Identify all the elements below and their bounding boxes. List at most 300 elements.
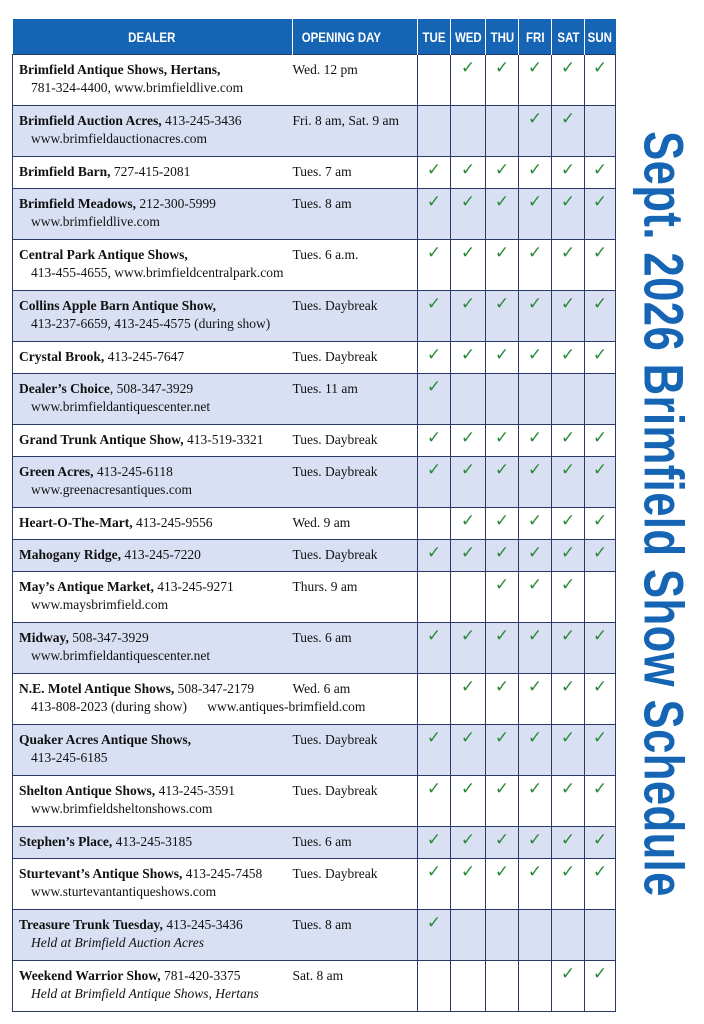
opening-day-cell: Tues. Daybreak xyxy=(293,425,418,457)
header-tue: TUE xyxy=(418,19,451,55)
day-cell-tue xyxy=(418,910,451,961)
checkmark-icon: ✓ xyxy=(494,294,510,314)
dealer-name: Dealer’s Choice xyxy=(19,381,110,396)
day-cell-wed xyxy=(451,540,486,572)
day-cell-sat xyxy=(552,776,585,827)
table-row xyxy=(13,157,616,189)
dealer-phone: 413-245-7220 xyxy=(121,547,201,562)
day-cell-thu xyxy=(486,623,519,674)
day-cell-sun xyxy=(585,157,616,189)
dealer-contact: www.greenacresantiques.com xyxy=(31,482,193,497)
table-row xyxy=(13,910,616,961)
dealer-name: N.E. Motel Antique Shows, xyxy=(19,681,175,696)
checkmark-icon: ✓ xyxy=(426,779,442,799)
checkmark-icon: ✓ xyxy=(460,779,476,799)
day-cell-sat xyxy=(552,725,585,776)
schedule-table xyxy=(12,19,616,1012)
table-row xyxy=(13,572,616,623)
opening-day-cell: Wed. 6 am xyxy=(293,674,418,725)
day-cell-fri xyxy=(519,425,552,457)
day-cell-sun xyxy=(585,540,616,572)
checkmark-icon: ✓ xyxy=(592,58,608,78)
dealer-cell xyxy=(13,827,293,859)
day-cell-fri xyxy=(519,725,552,776)
checkmark-icon: ✓ xyxy=(527,294,543,314)
opening-day-cell: Tues. 7 am xyxy=(293,157,418,189)
dealer-name: May’s Antique Market, xyxy=(19,579,154,594)
day-cell-fri xyxy=(519,776,552,827)
day-cell-fri xyxy=(519,540,552,572)
day-cell-sun xyxy=(585,291,616,342)
checkmark-icon: ✓ xyxy=(527,109,543,129)
day-cell-thu xyxy=(486,106,519,157)
table-row xyxy=(13,189,616,240)
day-cell-sun xyxy=(585,859,616,910)
day-cell-sun xyxy=(585,910,616,961)
day-cell-thu xyxy=(486,961,519,1012)
day-cell-sat xyxy=(552,674,585,725)
dealer-cell xyxy=(13,961,293,1012)
dealer-contact: www.maysbrimfield.com xyxy=(31,597,169,612)
dealer-name: Shelton Antique Shows, xyxy=(19,783,156,798)
dealer-phone: 413-245-3436 xyxy=(162,917,243,932)
checkmark-icon: ✓ xyxy=(460,543,476,563)
dealer-cell xyxy=(13,457,293,508)
dealer-name: Heart-O-The-Mart, xyxy=(19,515,133,530)
dealer-name: Brimfield Barn, xyxy=(19,164,111,179)
day-cell-fri xyxy=(519,157,552,189)
checkmark-icon: ✓ xyxy=(494,428,510,448)
day-cell-wed xyxy=(451,674,486,725)
checkmark-icon: ✓ xyxy=(426,243,442,263)
checkmark-icon: ✓ xyxy=(494,575,510,595)
table-row xyxy=(13,776,616,827)
day-cell-thu xyxy=(486,374,519,425)
checkmark-icon: ✓ xyxy=(560,192,576,212)
dealer-name: Brimfield Auction Acres, xyxy=(19,113,162,128)
dealer-contact: 781-324-4400, www.brimfieldlive.com xyxy=(31,80,244,95)
dealer-cell xyxy=(13,157,293,189)
checkmark-icon: ✓ xyxy=(592,345,608,365)
dealer-cell xyxy=(13,776,293,827)
checkmark-icon: ✓ xyxy=(426,913,442,933)
dealer-cell xyxy=(13,55,293,106)
day-cell-tue xyxy=(418,457,451,508)
checkmark-icon: ✓ xyxy=(460,830,476,850)
day-cell-tue xyxy=(418,374,451,425)
day-cell-thu xyxy=(486,910,519,961)
day-cell-wed xyxy=(451,291,486,342)
checkmark-icon: ✓ xyxy=(560,243,576,263)
day-cell-sun xyxy=(585,425,616,457)
checkmark-icon: ✓ xyxy=(426,345,442,365)
checkmark-icon: ✓ xyxy=(592,862,608,882)
dealer-phone: 413-245-9271 xyxy=(153,579,234,594)
checkmark-icon: ✓ xyxy=(494,345,510,365)
day-cell-tue xyxy=(418,291,451,342)
day-cell-sun xyxy=(585,725,616,776)
day-cell-sat xyxy=(552,540,585,572)
dealer-contact: 413-237-6659, 413-245-4575 (during show) xyxy=(31,316,271,331)
opening-day-cell: Tues. Daybreak xyxy=(293,291,418,342)
dealer-name: Central Park Antique Shows, xyxy=(19,247,188,262)
day-cell-sun xyxy=(585,457,616,508)
day-cell-sun xyxy=(585,508,616,540)
opening-day-cell: Tues. 8 am xyxy=(293,189,418,240)
dealer-name: Weekend Warrior Show, xyxy=(19,968,161,983)
checkmark-icon: ✓ xyxy=(494,511,510,531)
opening-day-cell: Wed. 12 pm xyxy=(293,55,418,106)
day-cell-sun xyxy=(585,342,616,374)
checkmark-icon: ✓ xyxy=(592,243,608,263)
checkmark-icon: ✓ xyxy=(560,677,576,697)
day-cell-fri xyxy=(519,674,552,725)
checkmark-icon: ✓ xyxy=(560,58,576,78)
day-cell-thu xyxy=(486,725,519,776)
day-cell-fri xyxy=(519,189,552,240)
day-cell-tue xyxy=(418,508,451,540)
opening-day-cell: Tues. 6 am xyxy=(293,623,418,674)
day-cell-fri xyxy=(519,240,552,291)
day-cell-thu xyxy=(486,189,519,240)
day-cell-tue xyxy=(418,623,451,674)
day-cell-fri xyxy=(519,374,552,425)
checkmark-icon: ✓ xyxy=(592,160,608,180)
checkmark-icon: ✓ xyxy=(460,345,476,365)
day-cell-sat xyxy=(552,189,585,240)
checkmark-icon: ✓ xyxy=(592,626,608,646)
checkmark-icon: ✓ xyxy=(560,511,576,531)
checkmark-icon: ✓ xyxy=(527,543,543,563)
day-cell-sun xyxy=(585,827,616,859)
day-cell-sat xyxy=(552,961,585,1012)
checkmark-icon: ✓ xyxy=(592,543,608,563)
day-cell-thu xyxy=(486,674,519,725)
checkmark-icon: ✓ xyxy=(426,626,442,646)
checkmark-icon: ✓ xyxy=(460,862,476,882)
opening-day-cell: Tues. 11 am xyxy=(293,374,418,425)
dealer-cell xyxy=(13,291,293,342)
table-row xyxy=(13,859,616,910)
opening-day-cell: Tues. Daybreak xyxy=(293,540,418,572)
day-cell-fri xyxy=(519,508,552,540)
checkmark-icon: ✓ xyxy=(527,862,543,882)
dealer-phone: 781-420-3375 xyxy=(160,968,241,983)
checkmark-icon: ✓ xyxy=(560,626,576,646)
checkmark-icon: ✓ xyxy=(460,626,476,646)
day-cell-wed xyxy=(451,827,486,859)
day-cell-wed xyxy=(451,106,486,157)
header-sun: SUN xyxy=(585,19,616,55)
day-cell-sat xyxy=(552,910,585,961)
checkmark-icon: ✓ xyxy=(527,460,543,480)
day-cell-fri xyxy=(519,827,552,859)
checkmark-icon: ✓ xyxy=(426,543,442,563)
dealer-cell xyxy=(13,725,293,776)
table-row xyxy=(13,540,616,572)
day-cell-sat xyxy=(552,508,585,540)
table-row xyxy=(13,342,616,374)
day-cell-wed xyxy=(451,508,486,540)
checkmark-icon: ✓ xyxy=(527,58,543,78)
dealer-phone: 413-245-7458 xyxy=(182,866,263,881)
dealer-name: Stephen’s Place, xyxy=(19,834,113,849)
checkmark-icon: ✓ xyxy=(560,964,576,984)
day-cell-wed xyxy=(451,240,486,291)
dealer-contact: www.brimfieldantiquescenter.net xyxy=(31,399,211,414)
day-cell-sat xyxy=(552,291,585,342)
checkmark-icon: ✓ xyxy=(592,428,608,448)
checkmark-icon: ✓ xyxy=(494,460,510,480)
dealer-phone: 413-245-3436 xyxy=(161,113,242,128)
dealer-contact: Held at Brimfield Antique Shows, Hertans xyxy=(31,986,259,1001)
checkmark-icon: ✓ xyxy=(527,243,543,263)
day-cell-tue xyxy=(418,674,451,725)
checkmark-icon: ✓ xyxy=(560,543,576,563)
dealer-name: Sturtevant’s Antique Shows, xyxy=(19,866,183,881)
opening-day-cell: Thurs. 9 am xyxy=(293,572,418,623)
day-cell-fri xyxy=(519,623,552,674)
day-cell-sat xyxy=(552,157,585,189)
checkmark-icon: ✓ xyxy=(494,677,510,697)
header-dealer: DEALER xyxy=(13,19,293,55)
day-cell-wed xyxy=(451,961,486,1012)
checkmark-icon: ✓ xyxy=(527,428,543,448)
dealer-name: Midway, xyxy=(19,630,69,645)
dealer-phone: 508-347-2179 xyxy=(174,681,255,696)
day-cell-wed xyxy=(451,189,486,240)
day-cell-thu xyxy=(486,425,519,457)
checkmark-icon: ✓ xyxy=(592,677,608,697)
dealer-contact: 413-455-4655, www.brimfieldcentralpark.com xyxy=(31,265,284,280)
checkmark-icon: ✓ xyxy=(460,160,476,180)
checkmark-icon: ✓ xyxy=(460,58,476,78)
checkmark-icon: ✓ xyxy=(592,728,608,748)
dealer-contact: www.brimfieldauctionacres.com xyxy=(31,131,208,146)
dealer-contact: www.brimfieldantiquescenter.net xyxy=(31,648,211,663)
dealer-contact: www.brimfieldlive.com xyxy=(31,214,160,229)
checkmark-icon: ✓ xyxy=(527,626,543,646)
table-row xyxy=(13,725,616,776)
dealer-phone: 413-245-3591 xyxy=(155,783,236,798)
checkmark-icon: ✓ xyxy=(560,160,576,180)
header-fri: FRI xyxy=(519,19,552,55)
day-cell-sun xyxy=(585,240,616,291)
checkmark-icon: ✓ xyxy=(494,192,510,212)
opening-day-cell: Tues. Daybreak xyxy=(293,776,418,827)
dealer-cell xyxy=(13,240,293,291)
dealer-name: Treasure Trunk Tuesday, xyxy=(19,917,163,932)
day-cell-sat xyxy=(552,106,585,157)
page-title: Sept. 2026 Brimfield Show Schedule xyxy=(632,131,696,897)
checkmark-icon: ✓ xyxy=(527,830,543,850)
day-cell-tue xyxy=(418,425,451,457)
dealer-cell xyxy=(13,374,293,425)
checkmark-icon: ✓ xyxy=(426,728,442,748)
checkmark-icon: ✓ xyxy=(460,243,476,263)
day-cell-sun xyxy=(585,961,616,1012)
checkmark-icon: ✓ xyxy=(527,677,543,697)
day-cell-sun xyxy=(585,55,616,106)
table-row xyxy=(13,674,616,725)
day-cell-tue xyxy=(418,827,451,859)
day-cell-tue xyxy=(418,157,451,189)
day-cell-sun xyxy=(585,106,616,157)
day-cell-tue xyxy=(418,725,451,776)
dealer-name: Grand Trunk Antique Show, xyxy=(19,432,184,447)
checkmark-icon: ✓ xyxy=(560,862,576,882)
day-cell-wed xyxy=(451,342,486,374)
dealer-phone: 508-347-3929 xyxy=(68,630,149,645)
table-row xyxy=(13,55,616,106)
day-cell-sat xyxy=(552,827,585,859)
checkmark-icon: ✓ xyxy=(460,728,476,748)
checkmark-icon: ✓ xyxy=(527,511,543,531)
opening-day-cell: Tues. Daybreak xyxy=(293,457,418,508)
dealer-phone: 413-519-3321 xyxy=(183,432,264,447)
checkmark-icon: ✓ xyxy=(460,460,476,480)
header-sat: SAT xyxy=(552,19,585,55)
day-cell-wed xyxy=(451,572,486,623)
day-cell-fri xyxy=(519,106,552,157)
checkmark-icon: ✓ xyxy=(494,779,510,799)
day-cell-tue xyxy=(418,776,451,827)
day-cell-sat xyxy=(552,425,585,457)
checkmark-icon: ✓ xyxy=(560,460,576,480)
dealer-cell xyxy=(13,425,293,457)
dealer-contact: www.sturtevantantiqueshows.com xyxy=(31,884,217,899)
day-cell-sat xyxy=(552,374,585,425)
day-cell-thu xyxy=(486,859,519,910)
day-cell-wed xyxy=(451,859,486,910)
day-cell-wed xyxy=(451,725,486,776)
dealer-cell xyxy=(13,859,293,910)
table-body xyxy=(13,55,616,1012)
dealer-cell xyxy=(13,910,293,961)
day-cell-fri xyxy=(519,859,552,910)
day-cell-sat xyxy=(552,240,585,291)
table-row xyxy=(13,240,616,291)
dealer-phone: 727-415-2081 xyxy=(110,164,191,179)
checkmark-icon: ✓ xyxy=(426,160,442,180)
table-row xyxy=(13,425,616,457)
dealer-contact: www.brimfieldsheltonshows.com xyxy=(31,801,213,816)
checkmark-icon: ✓ xyxy=(494,862,510,882)
day-cell-sat xyxy=(552,572,585,623)
day-cell-sat xyxy=(552,55,585,106)
dealer-phone: , 508-347-3929 xyxy=(109,381,194,396)
day-cell-tue xyxy=(418,189,451,240)
opening-day-cell: Wed. 9 am xyxy=(293,508,418,540)
checkmark-icon: ✓ xyxy=(560,830,576,850)
dealer-contact: Held at Brimfield Auction Acres xyxy=(31,935,204,950)
checkmark-icon: ✓ xyxy=(527,728,543,748)
dealer-cell xyxy=(13,189,293,240)
day-cell-sun xyxy=(585,674,616,725)
checkmark-icon: ✓ xyxy=(527,192,543,212)
dealer-phone: 413-245-7647 xyxy=(104,349,185,364)
checkmark-icon: ✓ xyxy=(460,294,476,314)
checkmark-icon: ✓ xyxy=(460,192,476,212)
checkmark-icon: ✓ xyxy=(426,192,442,212)
checkmark-icon: ✓ xyxy=(494,728,510,748)
dealer-cell xyxy=(13,106,293,157)
checkmark-icon: ✓ xyxy=(592,964,608,984)
day-cell-wed xyxy=(451,623,486,674)
checkmark-icon: ✓ xyxy=(527,575,543,595)
opening-day-cell: Tues. 6 a.m. xyxy=(293,240,418,291)
checkmark-icon: ✓ xyxy=(560,779,576,799)
day-cell-thu xyxy=(486,540,519,572)
day-cell-fri xyxy=(519,457,552,508)
dealer-cell xyxy=(13,508,293,540)
day-cell-fri xyxy=(519,342,552,374)
day-cell-thu xyxy=(486,508,519,540)
day-cell-sat xyxy=(552,457,585,508)
checkmark-icon: ✓ xyxy=(592,294,608,314)
checkmark-icon: ✓ xyxy=(460,511,476,531)
checkmark-icon: ✓ xyxy=(426,830,442,850)
checkmark-icon: ✓ xyxy=(560,428,576,448)
dealer-cell xyxy=(13,623,293,674)
opening-day-cell: Tues. Daybreak xyxy=(293,342,418,374)
table-row xyxy=(13,291,616,342)
checkmark-icon: ✓ xyxy=(426,862,442,882)
day-cell-fri xyxy=(519,572,552,623)
header-wed: WED xyxy=(451,19,486,55)
day-cell-fri xyxy=(519,910,552,961)
checkmark-icon: ✓ xyxy=(494,626,510,646)
day-cell-tue xyxy=(418,106,451,157)
dealer-cell xyxy=(13,572,293,623)
day-cell-tue xyxy=(418,540,451,572)
day-cell-tue xyxy=(418,961,451,1012)
day-cell-fri xyxy=(519,961,552,1012)
day-cell-sun xyxy=(585,189,616,240)
checkmark-icon: ✓ xyxy=(592,192,608,212)
checkmark-icon: ✓ xyxy=(494,830,510,850)
day-cell-wed xyxy=(451,425,486,457)
checkmark-icon: ✓ xyxy=(560,294,576,314)
day-cell-thu xyxy=(486,457,519,508)
checkmark-icon: ✓ xyxy=(494,243,510,263)
checkmark-icon: ✓ xyxy=(426,377,442,397)
dealer-cell xyxy=(13,342,293,374)
day-cell-sat xyxy=(552,623,585,674)
opening-day-cell: Tues. 6 am xyxy=(293,827,418,859)
checkmark-icon: ✓ xyxy=(426,460,442,480)
day-cell-thu xyxy=(486,342,519,374)
opening-day-cell: Sat. 8 am xyxy=(293,961,418,1012)
opening-day-cell: Fri. 8 am, Sat. 9 am xyxy=(293,106,418,157)
dealer-name: Brimfield Antique Shows, Hertans, xyxy=(19,62,221,77)
dealer-phone: 413-245-9556 xyxy=(132,515,213,530)
checkmark-icon: ✓ xyxy=(592,779,608,799)
dealer-name: Green Acres, xyxy=(19,464,94,479)
day-cell-thu xyxy=(486,827,519,859)
day-cell-thu xyxy=(486,291,519,342)
dealer-contact: 413-245-6185 xyxy=(31,750,108,765)
day-cell-tue xyxy=(418,55,451,106)
checkmark-icon: ✓ xyxy=(494,160,510,180)
day-cell-thu xyxy=(486,55,519,106)
header-opening-day: OPENING DAY xyxy=(293,19,418,55)
table-row xyxy=(13,457,616,508)
day-cell-tue xyxy=(418,572,451,623)
checkmark-icon: ✓ xyxy=(527,779,543,799)
day-cell-thu xyxy=(486,776,519,827)
day-cell-wed xyxy=(451,374,486,425)
